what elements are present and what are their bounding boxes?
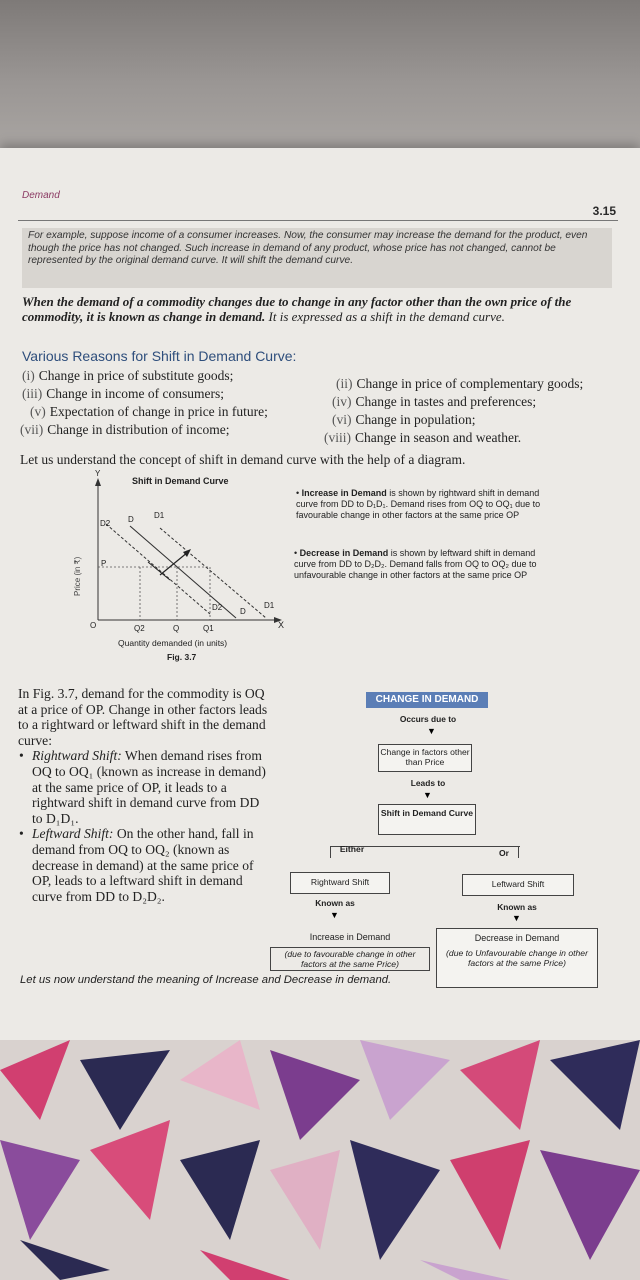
flow-or: Or xyxy=(498,848,510,858)
price-label: P xyxy=(101,559,107,568)
shift-arrow-left xyxy=(148,562,170,580)
origin-label: O xyxy=(90,621,97,630)
flow-increase: Increase in Demand (due to favourable change in other factors at the same Price) xyxy=(270,926,430,980)
body-paragraph: In Fig. 3.7, demand for the commodity is OQ at a price of OP. Change in other factors leads to a rightward or leftward shift in the demand curve: xyxy=(18,686,268,748)
flow-factors: Change in factors other than Price xyxy=(378,744,472,772)
intro-box xyxy=(22,228,612,288)
flow-leftward: Leftward Shift xyxy=(462,874,574,896)
diagram-title: Shift in Demand Curve xyxy=(132,476,229,486)
flow-occurs: Occurs due to xyxy=(399,714,457,724)
y-axis-label: Y xyxy=(95,469,101,478)
q-label: Q xyxy=(173,624,180,633)
shift-list xyxy=(18,748,268,904)
definition-rest: It is expressed as a shift in the demand curve. xyxy=(265,309,505,324)
closing-line: Let us now understand the meaning of Increase and Decrease in demand. xyxy=(20,974,392,986)
curve-d2d2 xyxy=(106,524,210,614)
d2-label-top: D2 xyxy=(100,519,111,528)
reason-item: (vii) Change in distribution of income; xyxy=(20,422,230,437)
flow-title: CHANGE IN DEMAND xyxy=(366,692,488,708)
rightward-item: • Rightward Shift: When demand rises from OQ to OQ₁ (known as increase in demand) at the same price of OP, it leads to a rightward shift in demand curve from DD to D₁D₁. xyxy=(32,748,268,826)
reason-item: (iv) Change in tastes and preferences; xyxy=(332,394,537,409)
reason-item: (viii) Change in season and weather. xyxy=(324,430,522,445)
flow-rightward: Rightward Shift xyxy=(290,872,390,894)
flow-shift: Shift in Demand Curve xyxy=(378,804,476,835)
flow-arrow: ▼ xyxy=(423,790,432,800)
body-text xyxy=(18,686,268,904)
flow-arrow: ▼ xyxy=(330,910,339,920)
fabric-pattern xyxy=(0,1040,640,1280)
d-label-bottom: D xyxy=(240,607,246,616)
d1-label-top: D1 xyxy=(154,511,165,520)
flow-known-as-right: Known as xyxy=(497,902,537,912)
reason-item: (ii) Change in price of complementary goods; xyxy=(336,376,584,391)
d1-label-bottom: D1 xyxy=(264,601,275,610)
x-label: Quantity demanded (in units) xyxy=(118,638,228,648)
flow-arrow: ▼ xyxy=(512,913,521,923)
reason-item: (i) Change in price of substitute goods; xyxy=(22,368,234,383)
intro-paragraph: For example, suppose income of a consumer increases. Now, the consumer may increase the demand for the product, even though the price has not changed. Such increase in demand of any product, whose price has not changed, cannot be represented by the original demand curve. It will shift the demand curve. xyxy=(28,230,588,266)
q1-label: Q1 xyxy=(203,624,214,633)
header-rule xyxy=(18,220,618,221)
flow-branch-right xyxy=(518,846,519,858)
x-axis-label: X xyxy=(278,620,285,630)
reason-item: (v) Expectation of change in price in future; xyxy=(30,404,268,419)
definition-bold: When the demand of a commodity changes due to change in any factor other than the own price of the commodity, it is known as change in demand. xyxy=(22,294,572,324)
y-arrow xyxy=(95,478,101,486)
q2-label: Q2 xyxy=(134,624,145,633)
flow-known-as-left: Known as xyxy=(315,898,355,908)
definition xyxy=(22,294,612,324)
flow-arrow: ▼ xyxy=(427,726,436,736)
leftward-item: • Leftward Shift: On the other hand, fall in demand from OQ to OQ₂ (known as decrease in demand) at the same price of OP, leads to a leftward shift in demand curve from DD to D₂D₂. xyxy=(32,826,268,904)
flow-leads: Leads to xyxy=(410,778,446,788)
lead-in: Let us understand the concept of shift in demand curve with the help of a diagram. xyxy=(20,452,466,467)
shift-diagram xyxy=(60,468,290,678)
flow-decrease: Decrease in Demand (due to Unfavourable change in other factors at the same Price) xyxy=(436,928,598,988)
flow-branch-left xyxy=(330,846,331,858)
page-number: 3.15 xyxy=(592,204,616,218)
y-label: Price (in ₹) xyxy=(73,556,82,596)
reasons-title: Various Reasons for Shift in Demand Curve: xyxy=(22,348,297,364)
fig-caption: Fig. 3.7 xyxy=(167,652,197,662)
d2-label-bottom: D2 xyxy=(212,603,223,612)
flow-either: Either xyxy=(339,844,365,854)
chapter-header: Demand xyxy=(22,190,60,201)
d-label-top: D xyxy=(128,515,134,524)
bullet-increase: • Increase in Demand is shown by rightward shift in demand curve from DD to D₁D₁. Demand rises from OQ to OQ₁ due to favourable change in other factors at the same price OP xyxy=(296,488,541,520)
bullet-decrease: • Decrease in Demand is shown by leftward shift in demand curve from DD to D₂D₂. Demand falls from OQ to OQ₂ due to unfavourable change in other factors at the same price OP xyxy=(294,548,537,580)
reason-item: (iii) Change in income of consumers; xyxy=(22,386,224,401)
background-top xyxy=(0,0,640,150)
fabric-background xyxy=(0,1040,640,1280)
reason-item: (vi) Change in population; xyxy=(332,412,476,427)
textbook-page xyxy=(0,148,640,1048)
